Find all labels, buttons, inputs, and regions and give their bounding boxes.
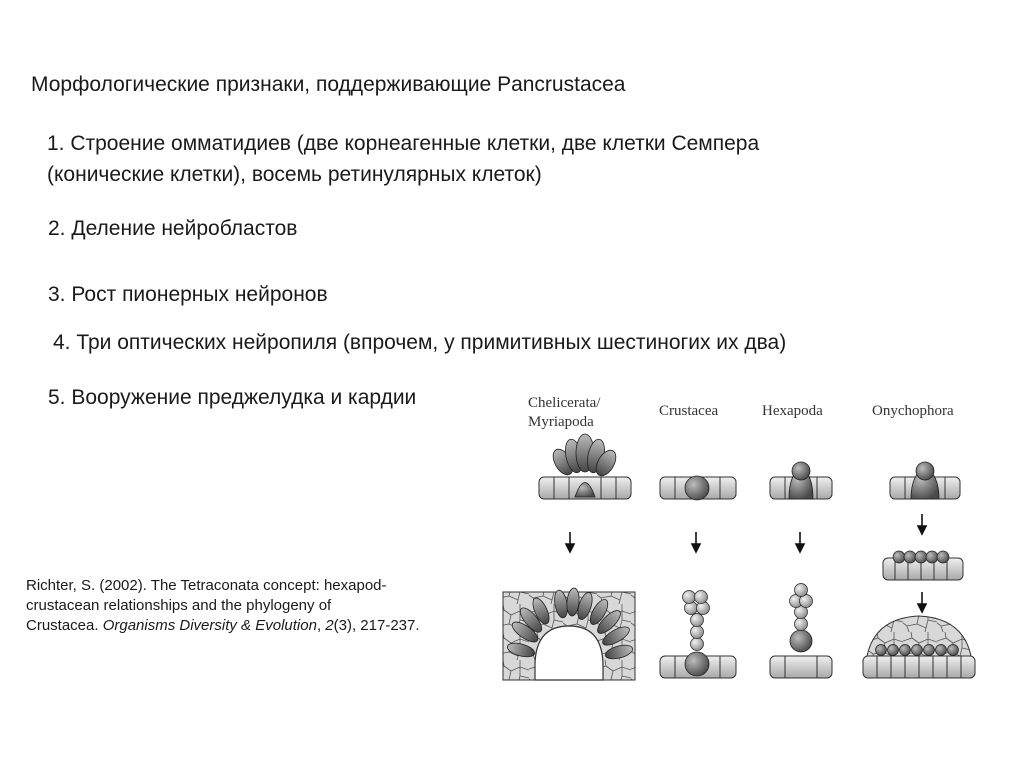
reference-pages: (3), 217-237. <box>333 617 420 634</box>
reference-authors-tail: Crustacea. <box>26 617 103 634</box>
point-3: 3. Рост пионерных нейронов <box>48 283 328 306</box>
reference-line-1: Richter, S. (2002). The Tetraconata concept: hexapod- <box>26 577 387 594</box>
crustacea-top <box>660 476 736 500</box>
point-2: 2. Деление нейробластов <box>48 217 298 240</box>
page-title: Морфологические признаки, поддерживающие Pancrustacea <box>31 73 626 96</box>
reference-line-3 <box>26 616 420 635</box>
point-1-line-1: 1. Строение омматидиев (две корнеагенные клетки, две клетки Семпера <box>47 132 760 155</box>
point-1-line-2: (конические клетки), восемь ретинулярных клеток) <box>47 163 542 186</box>
reference-journal: Organisms Diversity & Evolution <box>102 617 317 634</box>
figure-label-crustacea: Crustacea <box>659 403 719 419</box>
hexapoda-top <box>770 462 832 499</box>
point-5: 5. Вооружение преджелудка и кардии <box>48 386 417 409</box>
figure-label-onychophora: Onychophora <box>872 403 954 419</box>
onychophora-middle <box>883 551 963 580</box>
figure-label-hexapoda: Hexapoda <box>762 403 823 419</box>
point-4: 4. Три оптических нейропиля (впрочем, у примитивных шестиногих их два) <box>53 331 787 354</box>
reference-volume: 2 <box>325 617 334 634</box>
neuroblast-division-diagram <box>495 380 980 685</box>
hexapoda-bottom <box>770 584 832 679</box>
figure-label-chelicerata: Chelicerata/ <box>528 395 601 411</box>
onychophora-top <box>890 462 960 499</box>
figure-label-myriapoda: Myriapoda <box>528 414 594 430</box>
crustacea-bottom <box>660 591 736 679</box>
reference-line-2: crustacean relationships and the phylogeny of <box>26 597 332 614</box>
chelicerata-top-cluster <box>539 434 631 499</box>
chelicerata-bottom-mosaic <box>503 588 635 680</box>
onychophora-bottom <box>863 616 975 678</box>
reference-separator: , <box>316 617 326 634</box>
